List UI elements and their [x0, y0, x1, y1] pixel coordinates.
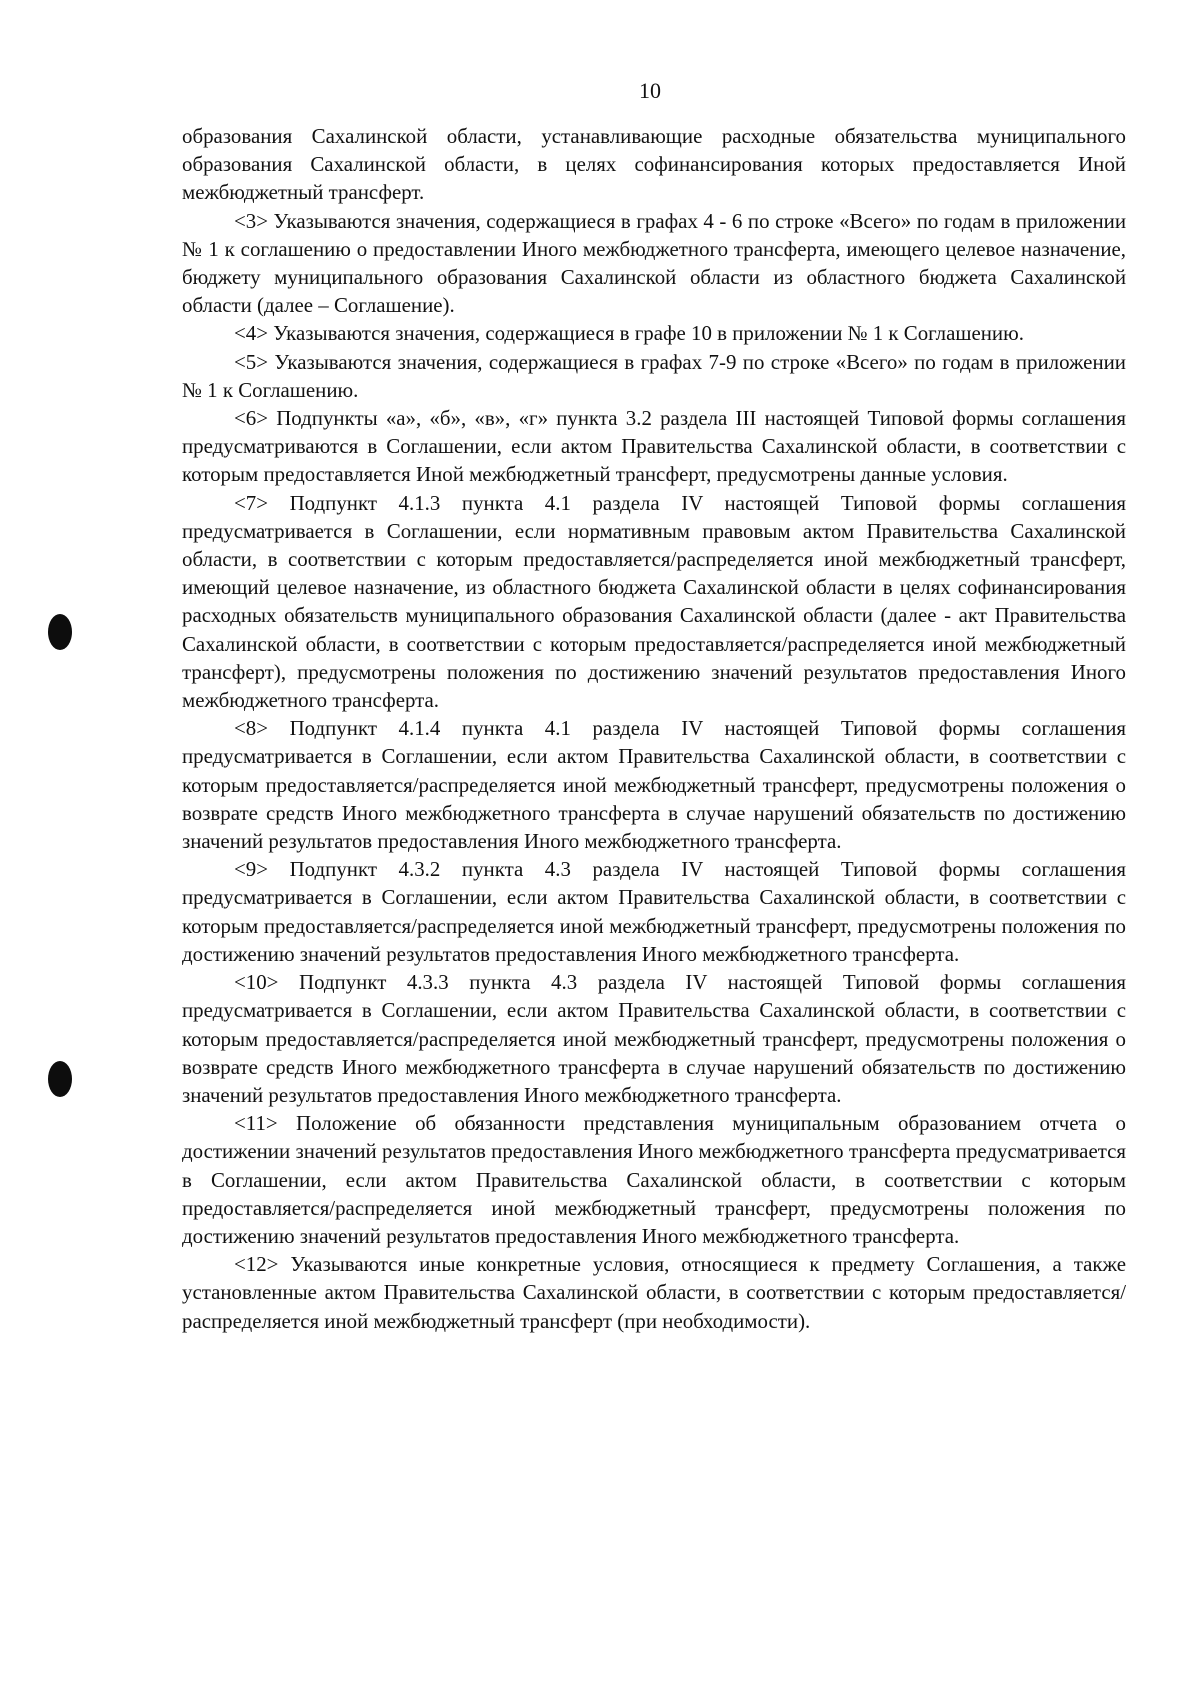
footnote-9: <9> Подпункт 4.3.2 пункта 4.3 раздела IV настоящей Типовой формы соглашения предусматривается в Соглашении, если актом Правительства Сахалинской области, в соответствии с которым предоставляется/распределяется иной межбюджетный трансферт, предусмотрены положения по достижению значений результатов предоставления Иного межбюджетного трансферта. — [182, 857, 1126, 966]
footnote-4: <4> Указываются значения, содержащиеся в графе 10 в приложении № 1 к Соглашению. — [234, 321, 1024, 346]
footnote-10: <10> Подпункт 4.3.3 пункта 4.3 раздела IV настоящей Типовой формы соглашения предусматривается в Соглашении, если актом Правительства Сахалинской области, в соответствии с которым предоставляется/распределяется иной межбюджетный трансферт, предусмотрены положения о возврате средств Иного межбюджетного трансферта в случае нарушений обязательств по достижению значений результатов предоставления Иного межбюджетного трансферта. — [182, 970, 1126, 1107]
footnote-3: <3> Указываются значения, содержащиеся в графах 4 - 6 по строке «Всего» по годам в приложении № 1 к соглашению о предоставлении Иного межбюджетного трансферта, имеющего целевое назначение, бюджету муниципального образования Сахалинской области из областного бюджета Сахалинской области (далее – Соглашение). — [182, 208, 1126, 318]
footnote-8: <8> Подпункт 4.1.4 пункта 4.1 раздела IV настоящей Типовой формы соглашения предусматривается в Соглашении, если актом Правительства Сахалинской области, в соответствии с которым предоставляется/распределяется иной межбюджетный трансферт, предусмотрены положения о возврате средств Иного межбюджетного трансферта в случае нарушений обязательств по достижению значений результатов предоставления Иного межбюджетного трансферта. — [182, 716, 1126, 854]
paragraph-continuation: образования Сахалинской области, устанавливающие расходные обязательства муниципального образования Сахалинской области, в целях софинансирования которых предоставляется Иной межбюджетный трансферт. — [182, 124, 1126, 205]
document-body — [182, 122, 1126, 1335]
footnote-12: <12> Указываются иные конкретные условия, относящиеся к предмету Соглашения, а также установленные актом Правительства Сахалинской области, в соответствии с которым предоставляется/распределяется иной межбюджетный трансферт (при необходимости). — [182, 1252, 1126, 1333]
page-number: 10 — [639, 78, 661, 103]
footnote-6: <6> Подпункты «а», «б», «в», «г» пункта 3.2 раздела III настоящей Типовой формы соглашения предусматриваются в Соглашении, если актом Правительства Сахалинской области, в соответствии с которым предоставляется Иной межбюджетный трансферт, предусмотрены данные условия. — [182, 406, 1126, 487]
footnote-11: <11> Положение об обязанности представления муниципальным образованием отчета о достижении значений результатов предоставления Иного межбюджетного трансферта предусматривается в Соглашении, если актом Правительства Сахалинской области, в соответствии с которым предоставляется/распределяется иной межбюджетный трансферт, предусмотрены положения по достижению значений результатов предоставления Иного межбюджетного трансферта. — [182, 1111, 1126, 1248]
footnote-5: <5> Указываются значения, содержащиеся в графах 7-9 по строке «Всего» по годам в приложении № 1 к Соглашению. — [182, 349, 1126, 402]
punch-hole-bottom — [48, 1061, 72, 1097]
punch-hole-top — [48, 614, 72, 650]
footnote-7: <7> Подпункт 4.1.3 пункта 4.1 раздела IV настоящей Типовой формы соглашения предусматривается в Соглашении, если нормативным правовым актом Правительства Сахалинской области, в соответствии с которым предоставляется/распределяется иной межбюджетный трансферт, имеющий целевое назначение, из областного бюджета Сахалинской области в целях софинансирования расходных обязательств муниципального образования Сахалинской области (далее - акт Правительства Сахалинской области, в соответствии с которым предоставляется/распределяется иной межбюджетный трансферт), предусмотрены положения по достижению значений результатов предоставления Иного межбюджетного трансферта. — [182, 490, 1126, 713]
